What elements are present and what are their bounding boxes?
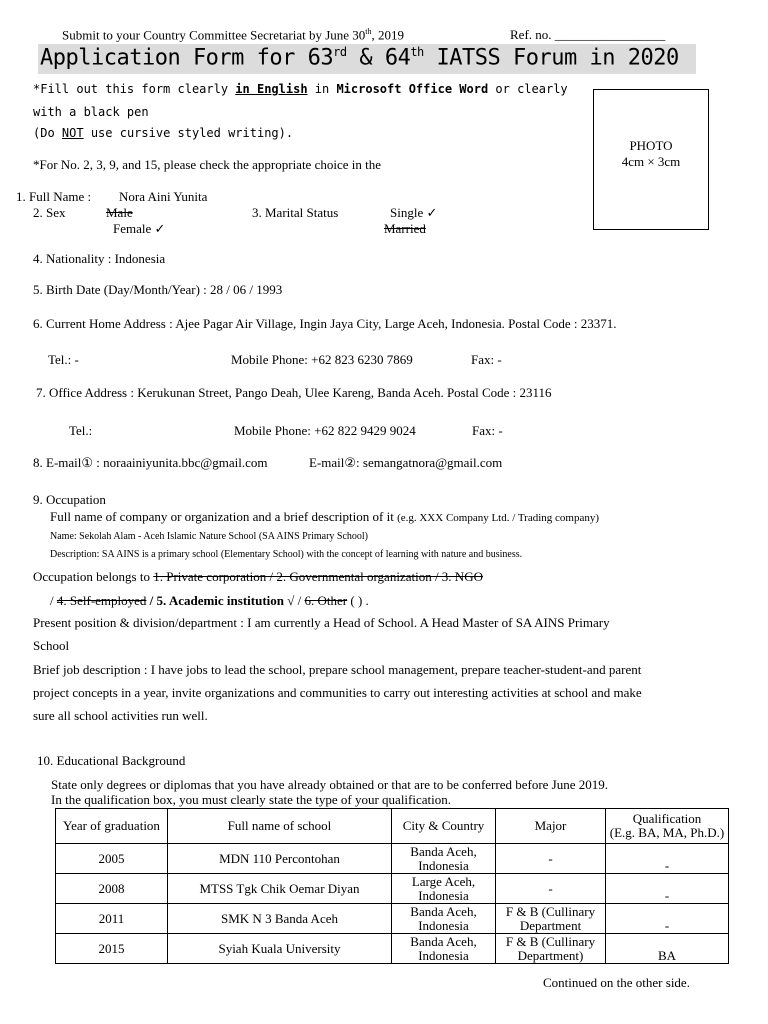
occupation-description: Description: SA AINS is a primary school (Elementary School) with the concept of learning with nature and business. [50,549,523,560]
office-mobile: Mobile Phone: +62 822 9429 9024 [234,423,416,438]
email-1: 8. E-mail① : noraainiyunita.bbc@gmail.com [33,455,268,470]
instruction-line-3: (Do NOT use cursive styled writing). [33,126,294,140]
home-fax: Fax: - [471,352,502,367]
table-row: 2011 SMK N 3 Banda Aceh Banda Aceh, Indonesia F & B (Cullinary Department - [56,904,729,934]
table-row: 2008 MTSS Tgk Chik Oemar Diyan Large Aceh, Indonesia - - [56,874,729,904]
office-fax: Fax: - [472,423,503,438]
marital-status-label: 3. Marital Status [252,205,339,220]
instruction-line-1: *Fill out this form clearly in English in Microsoft Office Word or clearly [33,82,568,96]
education-table [55,808,729,964]
sex-option-female: Female ✓ [113,221,166,236]
table-row: 2005 MDN 110 Percontohan Banda Aceh, Indonesia - - [56,844,729,874]
job-description-2: project concepts in a year, invite organizations and communities to carry out interesting activities at school and make [33,685,642,700]
home-tel: Tel.: - [48,352,79,367]
office-address: 7. Office Address : Kerukunan Street, Pango Deah, Ulee Kareng, Banda Aceh. Postal Code : 23116 [36,385,552,400]
instruction-line-2: with a black pen [33,105,149,119]
job-description-1: Brief job description : I have jobs to lead the school, prepare school management, prepare teacher-student-and parent [33,662,642,677]
occupation-desc-label: Full name of company or organization and a brief description of it (e.g. XXX Company Ltd. / Trading company) [50,509,600,524]
full-name-value: Nora Aini Yunita [119,189,208,204]
sex-option-male: Male [106,205,133,220]
col-major: Major [496,809,606,844]
education-header-row [56,809,729,844]
present-position-1: Present position & division/department : I am currently a Head of School. A Head Master of SA AINS Primary [33,615,610,630]
col-school: Full name of school [168,809,392,844]
col-year: Year of graduation [56,809,168,844]
continued-note: Continued on the other side. [543,975,690,990]
nationality: 4. Nationality : Indonesia [33,251,166,266]
marital-option-married: Married [384,221,426,236]
occupation-belongs: Occupation belongs to 1. Private corporation / 2. Governmental organization / 3. NGO [33,569,483,584]
occupation-heading: 9. Occupation [33,492,106,507]
occupation-name: Name: Sekolah Alam - Aceh Islamic Nature School (SA AINS Primary School) [50,531,369,542]
present-position-2: School [33,638,70,653]
photo-size: 4cm × 3cm [621,154,681,169]
full-name-label: 1. Full Name : [16,189,92,204]
birth-date: 5. Birth Date (Day/Month/Year) : 28 / 06 / 1993 [33,282,283,297]
page-title: Application Form for 63rd & 64th IATSS Forum in 2020 [40,45,679,71]
reference-number: Ref. no. _________________ [510,27,666,42]
email-2: E-mail②: semangatnora@gmail.com [309,455,503,470]
choice-note: *For No. 2, 3, 9, and 15, please check the appropriate choice in the [33,157,381,172]
education-note-1: State only degrees or diplomas that you have already obtained or that are to be conferred before June 2019. [51,777,608,792]
table-row: 2015 Syiah Kuala University Banda Aceh, Indonesia F & B (Cullinary Department) BA [56,934,729,964]
sex-label: 2. Sex [33,205,66,220]
home-address: 6. Current Home Address : Ajee Pagar Air Village, Ingin Jaya City, Large Aceh, Indonesia. Postal Code : 23371. [33,316,617,331]
education-heading: 10. Educational Background [37,753,186,768]
office-tel: Tel.: [69,423,93,438]
job-description-3: sure all school activities run well. [33,708,208,723]
submission-note: Submit to your Country Committee Secretariat by June 30th, 2019 [62,27,405,43]
col-qualification: Qualification (E.g. BA, MA, Ph.D.) [606,809,729,844]
occupation-belongs-2: / 4. Self-employed / 5. Academic institution √ / 6. Other ( ) . [50,593,369,608]
education-note-2: In the qualification box, you must clearly state the type of your qualification. [51,792,451,807]
home-mobile: Mobile Phone: +62 823 6230 7869 [231,352,413,367]
marital-option-single: Single ✓ [390,205,438,220]
photo-box [593,89,709,230]
col-city: City & Country [392,809,496,844]
photo-label: PHOTO [629,138,673,153]
